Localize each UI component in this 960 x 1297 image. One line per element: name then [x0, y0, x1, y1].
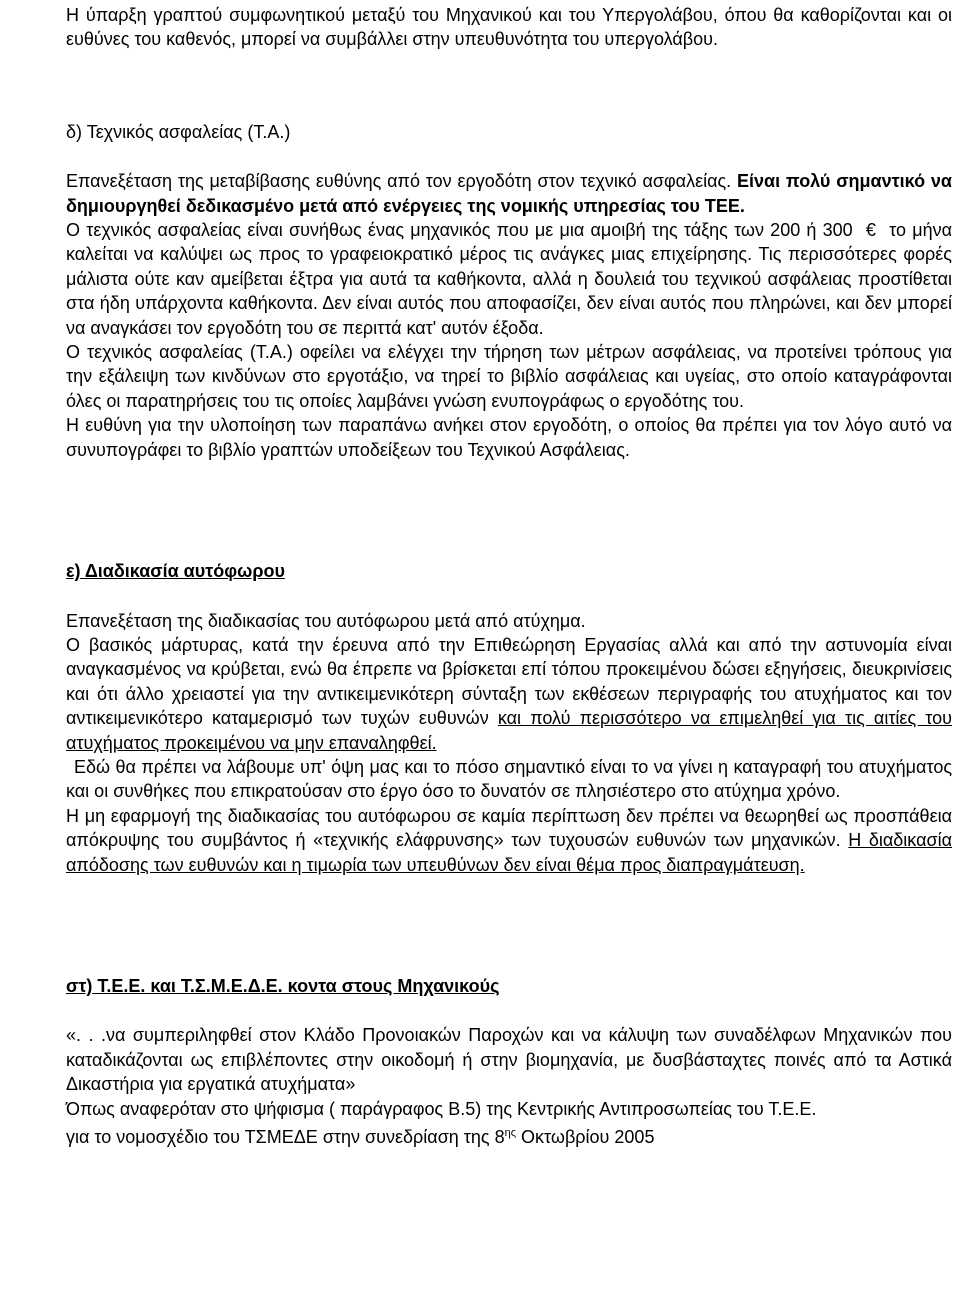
emphasis-text: Είναι πολύ σημαντικό να δημιουργηθεί δεδικασμένο μετά από ενέργειες της νομικής υπηρεσίας του ΤΕΕ. — [66, 171, 952, 216]
section-d-heading: δ) Τεχνικός ασφαλείας (Τ.Α.) — [66, 121, 291, 142]
text: για το νομοσχέδιο του ΤΣΜΕΔΕ στην συνεδρίαση της 8 — [66, 1127, 505, 1147]
section-d-paragraph-1 — [66, 169, 952, 218]
section-d-paragraph-4: Η ευθύνη για την υλοποίηση των παραπάνω ανήκει στον εργοδότη, ο οποίος θα πρέπει για τον λόγο αυτό να συνυπογράφει το βιβλίο γραπτών υποδείξεων του Τεχνικού Ασφάλειας. — [66, 415, 952, 460]
section-e-paragraph-1: Επανεξέταση της διαδικασίας του αυτόφωρου μετά από ατύχημα. — [66, 610, 586, 631]
section-e-paragraph-4 — [66, 804, 952, 877]
spacer — [66, 584, 952, 609]
text: Η μη εφαρμογή της διαδικασίας του αυτόφωρου σε καμία περίπτωση δεν πρέπει να θεωρηθεί ως προσπάθεια απόκρυψης του συμβάντος ή «τεχνικής ελάφρυνσης» των τυχουσών ευθυνών των μηχανικών. — [66, 805, 952, 851]
text: το μήνα καλείται να καλύψει ως προς το γραφειοκρατικό μέρος τις ανάγκες μιας επιχείρησης. Τις περισσότερες φορές μάλιστα ούτε καν αμείβεται έξτρα για αυτά τα καθήκοντα, αλλά η δουλειά του τεχνικού ασφάλειας προστίθεται στα ήδη υπάρχοντα καθήκοντα. Δεν είναι αυτός που αποφασίζει, δεν είναι αυτός που πληρώνει, και δεν μπορεί να αναγκάσει τον εργοδότη του σε περιττά κατ' αυτόν έξοδα. — [66, 220, 952, 338]
section-f-quote: «. . .να συμπεριληφθεί στον Κλάδο Προνοιακών Παροχών και να κάλυψη των συναδέλφων Μηχανικών που καταδικάζονται ως επιβλέποντες στην οικοδομή ή στην βιομηχανία, με δυσβάσταχτες ποινές από τα Αστικά Δικαστήρια για εργατικά ατυχήματα» — [66, 1025, 952, 1095]
underlined-text: και πολύ περισσότερο να επιμεληθεί για τις αιτίες του ατυχήματος προκειμένου να μην επαναληφθεί. — [66, 708, 952, 753]
text: Επανεξέταση της μεταβίβασης ευθύνης από τον εργοδότη στον τεχνικό ασφαλείας. — [66, 171, 737, 192]
section-e-paragraph-2 — [66, 633, 952, 755]
text: Οκτωβρίου 2005 — [516, 1127, 655, 1147]
section-d-paragraph-3: Ο τεχνικός ασφαλείας (Τ.Α.) οφείλει να ελέγχει την τήρηση των μέτρων ασφάλειας, να προτείνει τρόπους για την εξάλειψη των κινδύνων στο εργοτάξιο, να τηρεί το βιβλίο ασφάλειας και υγείας, στο οποίο καταγράφονται όλες οι παρατηρήσεις του τις οποίες λαμβάνει γνώση ενυπογράφως ο εργοδότης του. — [66, 342, 952, 411]
heading-text: στ) Τ.Ε.Ε. και Τ.Σ.Μ.Ε.Δ.Ε. κοντα στους Μηχανικούς — [66, 975, 500, 996]
section-e-paragraph-3: Εδώ θα πρέπει να λάβουμε υπ' όψη μας και το πόσο σημαντικό είναι το να γίνει η καταγραφή του ατυχήματος και οι συνθήκες που επικρατούσαν στο έργο όσο το δυνατόν σε πλησιέστερο στο ατύχημα χρόνο. — [66, 756, 952, 802]
spacer — [66, 462, 952, 559]
section-f-line-3 — [66, 1121, 952, 1149]
text: Ο βασικός μάρτυρας, κατά την έρευνα από την Επιθεώρηση Εργασίας αλλά και από την αστυνομία είναι αναγκασμένος να κρύβεται, ενώ θα έπρεπε να βρίσκεται επί τόπου προκειμένου δώσει εξηγήσεις, διευκρινίσεις και ότι άλλο χρειαστεί για την αντικειμενικότερη σύνταξη των εκθέσεων περιγραφής του ατυχήματος και τον αντικειμενικότερο καταμερισμό των τυχών ευθυνών — [66, 634, 952, 729]
euro-sign: € — [865, 220, 876, 241]
spacer — [66, 52, 952, 120]
section-e-heading — [66, 559, 952, 583]
superscript: ης — [504, 1127, 517, 1139]
underlined-text: Η διαδικασία απόδοσης των ευθυνών και η τιμωρία των υπευθύνων δεν είναι θέμα προς διαπραγμάτευση. — [66, 830, 952, 875]
heading-text: ε) Διαδικασία αυτόφωρου — [66, 561, 285, 582]
spacer — [66, 144, 952, 169]
section-f-line-2: Όπως αναφερόταν στο ψήφισμα ( παράγραφος Β.5) της Κεντρικής Αντιπροσωπείας του Τ.Ε.Ε. — [66, 1098, 817, 1119]
text: Ο τεχνικός ασφαλείας είναι συνήθως ένας μηχανικός που με μια αμοιβή της τάξης των 200 ή 300 — [66, 220, 853, 241]
spacer — [66, 877, 952, 974]
section-d-paragraph-2 — [66, 218, 952, 340]
intro-paragraph: Η ύπαρξη γραπτού συμφωνητικού μεταξύ του Μηχανικού και του Υπεργολάβου, όπου θα καθορίζονται και οι ευθύνες του καθενός, μπορεί να συμβάλλει στην υπευθυνότητα του υπεργολάβου. — [66, 5, 952, 50]
spacer — [66, 998, 952, 1023]
section-f-heading — [66, 974, 952, 998]
